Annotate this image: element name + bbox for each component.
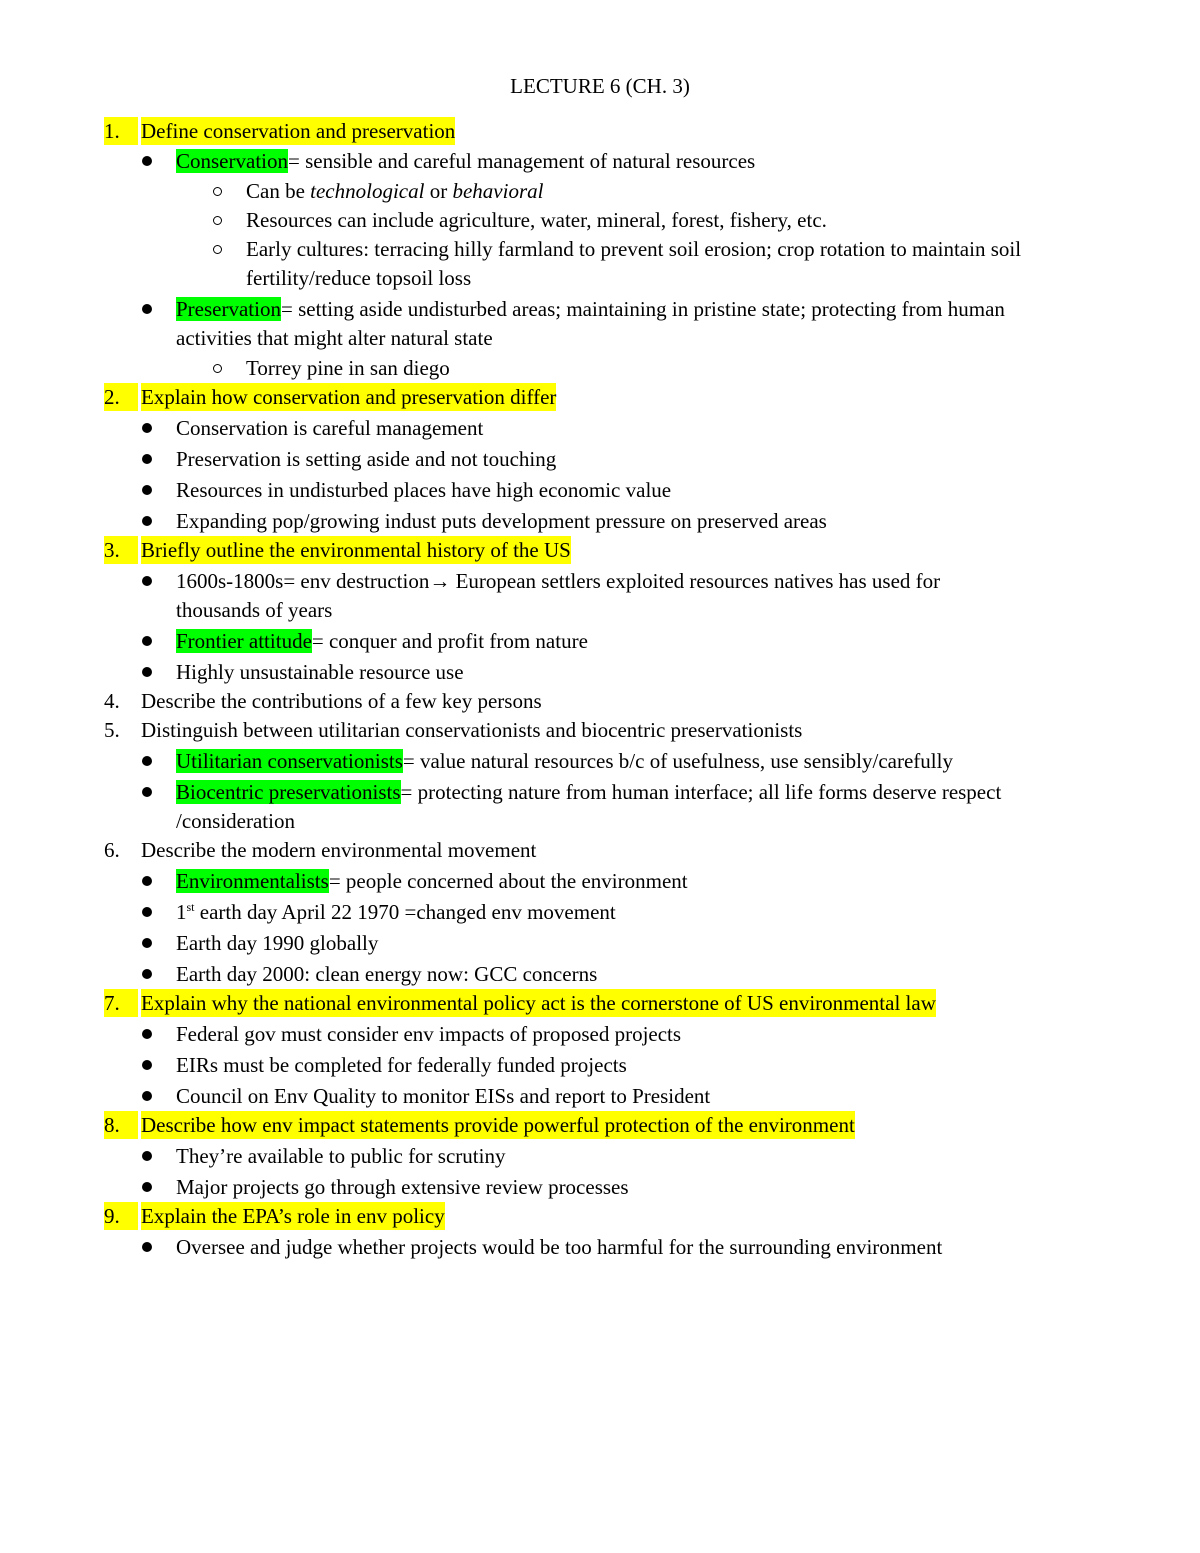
text-span: Can be (246, 179, 311, 203)
bullet-icon (142, 1029, 152, 1039)
bullet-line (176, 747, 953, 775)
bullet-icon (142, 667, 152, 677)
item-number: 1. (104, 117, 138, 145)
definition-text: = conquer and profit from nature (311, 629, 588, 653)
bullet-line (176, 867, 688, 895)
bullet-line: Oversee and judge whether projects would be too harmful for the surrounding environment (176, 1235, 943, 1259)
bullet-icon (142, 1060, 152, 1070)
bullet-icon (142, 1182, 152, 1192)
term-highlight: Environmentalists (176, 869, 329, 893)
item-number: 9. (104, 1202, 138, 1230)
bullet-icon (142, 1091, 152, 1101)
bullet-line: Expanding pop/growing indust puts development pressure on preserved areas (176, 509, 827, 533)
bullet-line: Council on Env Quality to monitor EISs and report to President (176, 1084, 711, 1108)
bullet-icon (142, 304, 152, 314)
item-number: 8. (104, 1111, 138, 1139)
bullet-line: Highly unsustainable resource use (176, 660, 464, 684)
text-span: 1 (176, 900, 187, 924)
item-number: 5. (104, 718, 120, 742)
circle-bullet-icon (213, 187, 222, 196)
bullet-icon (142, 876, 152, 886)
bullet-icon (142, 516, 152, 526)
bullet-line: Major projects go through extensive review processes (176, 1175, 629, 1199)
definition-text: = sensible and careful management of natural resources (287, 149, 756, 173)
question-heading: Describe the contributions of a few key persons (141, 689, 542, 713)
bullet-continuation: thousands of years (176, 598, 333, 622)
term-highlight: Conservation (176, 149, 288, 173)
bullet-icon (142, 907, 152, 917)
bullet-line: They’re available to public for scrutiny (176, 1144, 506, 1168)
bullet-icon (142, 1242, 152, 1252)
bullet-line: Conservation is careful management (176, 416, 484, 440)
bullet-icon (142, 969, 152, 979)
bullet-line: EIRs must be completed for federally funded projects (176, 1053, 627, 1077)
definition-text: = setting aside undisturbed areas; maintaining in pristine state; protecting from human (280, 297, 1005, 321)
arrow-icon: → (429, 569, 451, 593)
bullet-icon (142, 454, 152, 464)
page-title: LECTURE 6 (CH. 3) (510, 74, 690, 98)
bullet-icon (142, 787, 152, 797)
sub-bullet-line: Resources can include agriculture, water, mineral, forest, fishery, etc. (246, 208, 827, 232)
bullet-continuation: activities that might alter natural state (176, 326, 493, 350)
text-span: 1600s-1800s= env destruction (176, 569, 430, 593)
question-heading: Explain how conservation and preservation differ (141, 385, 557, 409)
bullet-icon (142, 156, 152, 166)
bullet-line (176, 627, 588, 655)
bullet-icon (142, 576, 152, 586)
bullet-line (176, 567, 940, 595)
bullet-line (176, 147, 755, 175)
bullet-line (176, 778, 1001, 806)
bullet-icon (142, 1151, 152, 1161)
bullet-line: Earth day 1990 globally (176, 931, 379, 955)
bullet-line: Resources in undisturbed places have high economic value (176, 478, 672, 502)
definition-text: = people concerned about the environment (328, 869, 688, 893)
term-highlight: Preservation (176, 297, 281, 321)
bullet-icon (142, 938, 152, 948)
bullet-line: Federal gov must consider env impacts of proposed projects (176, 1022, 682, 1046)
question-heading: Describe the modern environmental movement (141, 838, 537, 862)
italic-text: technological (310, 179, 425, 203)
bullet-line: Preservation is setting aside and not touching (176, 447, 557, 471)
question-heading: Explain the EPA’s role in env policy (141, 1204, 445, 1228)
text-span: European settlers exploited resources natives has used for (450, 569, 941, 593)
text-span: earth day April 22 1970 =changed env movement (194, 900, 616, 924)
bullet-continuation: /consideration (176, 809, 295, 833)
sub-bullet-line (246, 177, 543, 205)
superscript: st (186, 900, 195, 914)
item-number: 7. (104, 989, 138, 1017)
circle-bullet-icon (213, 216, 222, 225)
definition-text: = protecting nature from human interface; all life forms deserve respect (400, 780, 1002, 804)
item-number: 2. (104, 383, 138, 411)
circle-bullet-icon (213, 364, 222, 373)
bullet-line (176, 898, 616, 926)
definition-text: = value natural resources b/c of usefulness, use sensibly/carefully (402, 749, 953, 773)
bullet-icon (142, 636, 152, 646)
term-highlight: Biocentric preservationists (176, 780, 401, 804)
term-highlight: Utilitarian conservationists (176, 749, 403, 773)
sub-bullet-continuation: fertility/reduce topsoil loss (246, 266, 472, 290)
text-span: or (424, 179, 453, 203)
item-number: 6. (104, 838, 120, 862)
sub-bullet-line: Early cultures: terracing hilly farmland to prevent soil erosion; crop rotation to maintain soil (246, 237, 1022, 261)
question-heading: Describe how env impact statements provide powerful protection of the environment (141, 1113, 855, 1137)
sub-bullet-line: Torrey pine in san diego (246, 356, 450, 380)
circle-bullet-icon (213, 245, 222, 254)
term-highlight: Frontier attitude (176, 629, 312, 653)
bullet-line: Earth day 2000: clean energy now: GCC concerns (176, 962, 598, 986)
italic-text: behavioral (452, 179, 544, 203)
bullet-line (176, 295, 1005, 323)
bullet-icon (142, 756, 152, 766)
item-number: 4. (104, 689, 120, 713)
bullet-icon (142, 485, 152, 495)
bullet-icon (142, 423, 152, 433)
question-heading: Explain why the national environmental policy act is the cornerstone of US environmental law (141, 991, 936, 1015)
question-heading: Define conservation and preservation (141, 119, 456, 143)
question-heading: Briefly outline the environmental history of the US (141, 538, 571, 562)
item-number: 3. (104, 536, 138, 564)
question-heading: Distinguish between utilitarian conservationists and biocentric preservationists (141, 718, 803, 742)
